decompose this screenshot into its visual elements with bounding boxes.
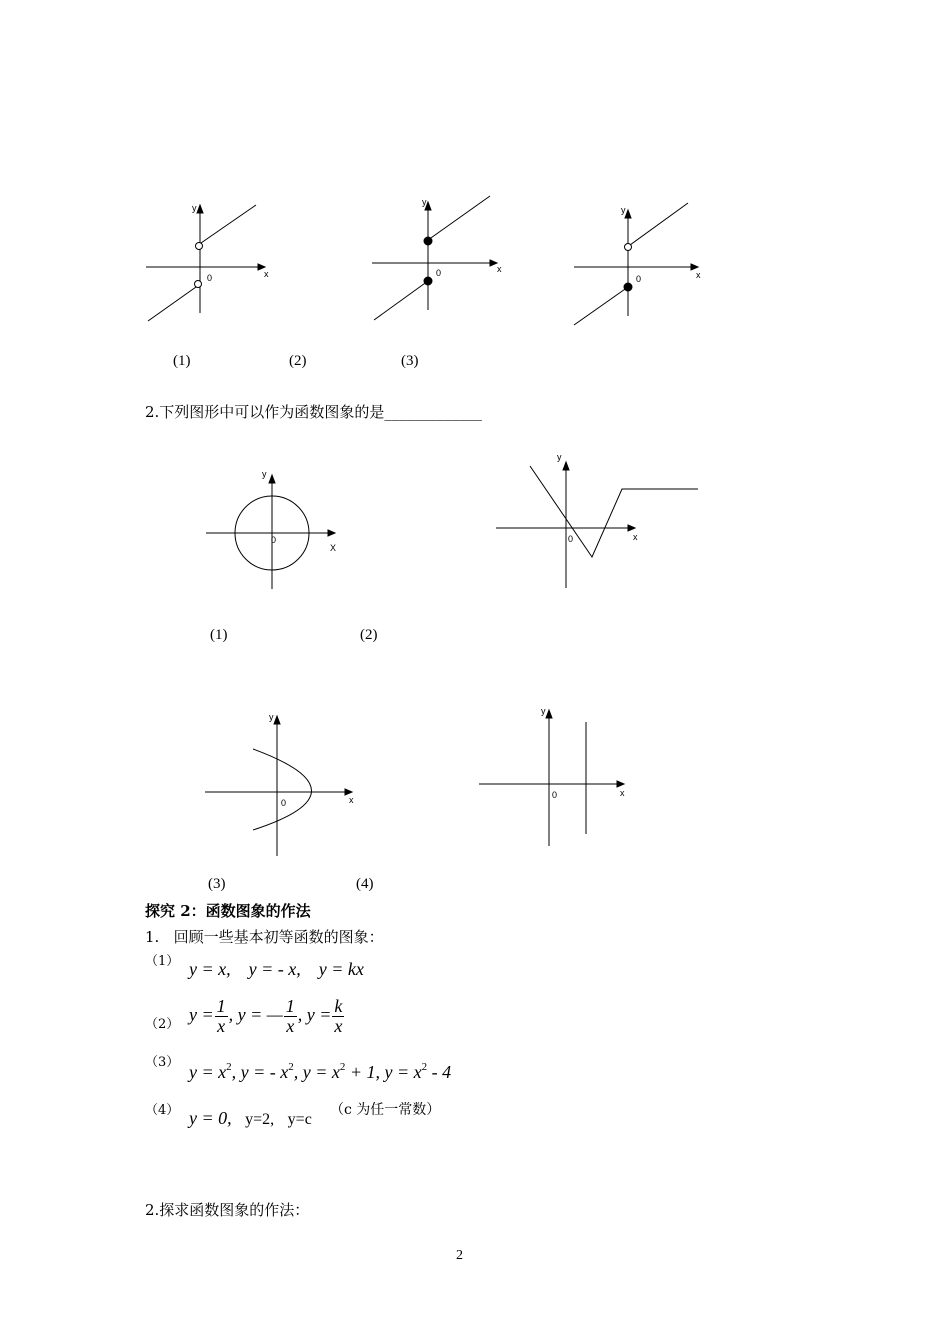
explore-heading: 探究 2：函数图象的作法 <box>145 902 311 920</box>
origin-label: 0 <box>281 798 287 808</box>
superscript-2: 2 <box>226 1061 232 1073</box>
formula-y-eq-c: y=c <box>287 1111 312 1128</box>
x-axis-label: X <box>330 543 337 553</box>
open-dot-upper <box>625 244 632 251</box>
x-axis-label: x <box>349 795 354 805</box>
q2-label-2: (2) <box>360 627 378 643</box>
row3-part-5: - 4 <box>427 1062 452 1082</box>
q2-label-3: (3) <box>208 876 226 892</box>
origin-label: 0 <box>552 790 558 800</box>
row2-part-b: , y = — <box>228 1004 283 1025</box>
row4-formula <box>189 1108 312 1129</box>
x-axis-arrow <box>628 525 635 531</box>
q2-label-4: (4) <box>356 876 374 892</box>
origin-label: 0 <box>636 274 642 284</box>
graph-top-2 <box>368 190 508 325</box>
origin-label: 0 <box>207 273 213 283</box>
y-axis-label: y <box>262 469 267 479</box>
y-axis-arrow <box>546 710 552 718</box>
origin-label: 0 <box>271 535 277 545</box>
row1-num: （1） <box>145 954 180 969</box>
x-axis-label: x <box>633 532 638 542</box>
x-axis-label: x <box>497 264 502 274</box>
piecewise-curve <box>530 466 698 557</box>
y-axis-label: y <box>422 197 427 207</box>
lower-branch <box>374 281 428 320</box>
x-axis-label: x <box>620 788 625 798</box>
row3-formula <box>189 1061 451 1083</box>
superscript-2: 2 <box>339 1061 346 1073</box>
y-axis-label: y <box>557 452 562 462</box>
graph-label-3: (3) <box>401 353 419 369</box>
formula-y-eq-2: y=2, <box>245 1111 275 1128</box>
y-axis-arrow <box>269 475 275 483</box>
fraction-1-over-x <box>215 997 228 1036</box>
row3-part-1: y = x <box>189 1062 227 1082</box>
row2-part-a: y = <box>189 1004 214 1025</box>
row3-part-4: + 1, y = x <box>345 1062 422 1082</box>
formula-y-eq-neg-x: y = - x, <box>248 959 301 979</box>
filled-dot-lower <box>424 277 432 285</box>
filled-dot-upper <box>424 237 432 245</box>
graph-vertical-line <box>475 702 635 852</box>
formula-y-eq-x: y = x, <box>189 959 231 979</box>
formula-y-eq-kx: y = kx <box>318 959 364 979</box>
filled-dot-lower <box>624 283 632 291</box>
upper-branch <box>428 196 490 240</box>
row2-part-c: , y = <box>297 1004 332 1025</box>
numerator: 1 <box>285 996 295 1016</box>
superscript-2: 2 <box>421 1061 428 1073</box>
y-axis-label: y <box>541 706 546 716</box>
row3-num: （3） <box>145 1055 180 1070</box>
open-dot-upper <box>196 243 203 250</box>
y-axis-arrow <box>625 210 631 218</box>
fraction-1-over-x-neg <box>284 997 297 1036</box>
numerator: k <box>334 996 343 1016</box>
fraction-k-over-x <box>332 997 344 1036</box>
numerator: 1 <box>216 996 226 1016</box>
graph-piecewise <box>490 450 705 595</box>
x-axis-label: x <box>264 269 269 279</box>
graph-label-2: (2) <box>289 353 307 369</box>
row3-part-2: , y = - x <box>231 1062 289 1082</box>
lower-branch <box>574 287 628 325</box>
row3-part-3: , y = x <box>293 1062 340 1082</box>
explore-item-2: 2.探求函数图象的作法： <box>145 1201 310 1219</box>
superscript-2: 2 <box>288 1061 294 1073</box>
y-axis-label: y <box>192 203 197 213</box>
graph-circle <box>200 465 350 595</box>
graph-top-3 <box>570 198 710 333</box>
origin-label: 0 <box>568 534 574 544</box>
y-axis-arrow <box>274 716 280 724</box>
question-2-title: 2.下列图形中可以作为函数图象的是_____________ <box>145 403 482 421</box>
x-axis-label: x <box>696 270 701 280</box>
row2-num: （2） <box>145 1017 180 1032</box>
q2-label-1: (1) <box>210 627 228 643</box>
denominator: x <box>286 1015 295 1036</box>
x-axis-arrow <box>617 781 624 787</box>
origin-label: 0 <box>436 268 442 278</box>
graph-top-1 <box>140 195 280 330</box>
x-axis-arrow <box>490 260 497 266</box>
row2-formula <box>189 997 345 1036</box>
graph-label-1: (1) <box>173 353 191 369</box>
lower-branch <box>148 287 196 321</box>
page-number: 2 <box>456 1248 463 1263</box>
y-axis-arrow <box>197 205 203 213</box>
row1-formula <box>189 959 364 980</box>
upper-branch <box>201 205 256 243</box>
upper-branch <box>630 203 688 245</box>
graph-parabola <box>200 708 360 858</box>
y-axis-label: y <box>621 205 626 215</box>
parabola-curve <box>253 749 312 830</box>
x-axis-arrow <box>328 530 335 536</box>
row4-note: （c 为任一常数） <box>330 1102 441 1118</box>
row4-num: （4） <box>145 1103 180 1118</box>
y-axis-arrow <box>563 462 569 470</box>
denominator: x <box>217 1015 226 1036</box>
denominator: x <box>334 1015 343 1036</box>
formula-y-eq-0: y = 0, <box>189 1108 232 1128</box>
explore-item-1: 1. 回顾一些基本初等函数的图象： <box>145 928 384 946</box>
open-dot-lower <box>195 281 202 288</box>
y-axis-label: y <box>269 712 274 722</box>
